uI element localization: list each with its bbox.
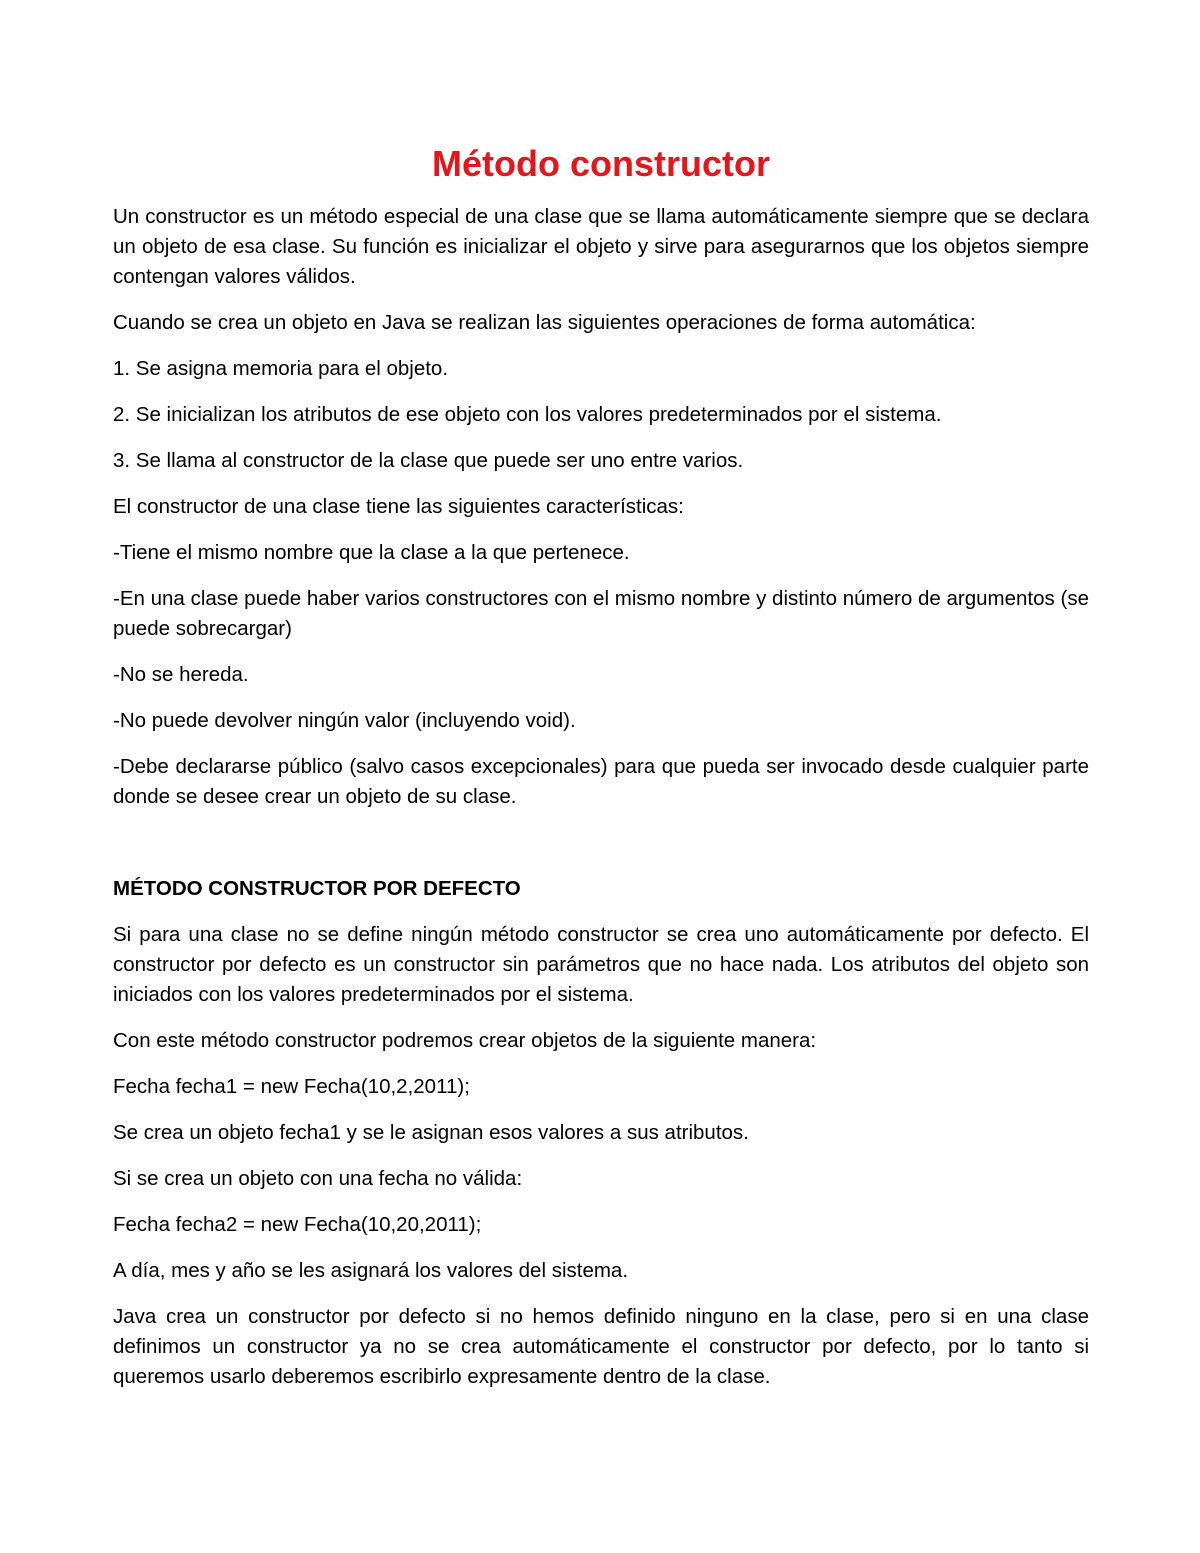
characteristic-2: -En una clase puede haber varios constructores con el mismo nombre y distinto número de argumentos (se puede sobrecargar) bbox=[113, 587, 1089, 640]
operation-step-3: 3. Se llama al constructor de la clase que puede ser uno entre varios. bbox=[113, 449, 744, 472]
intro-paragraph-2: Cuando se crea un objeto en Java se realizan las siguientes operaciones de forma automática: bbox=[113, 311, 976, 334]
section-paragraph-1: Si para una clase no se define ningún método constructor se crea uno automáticamente por defecto. El constructor por defecto es un constructor sin parámetros que no hace nada. Los atributos del objeto son iniciados con los valores predeterminados por el sistema. bbox=[113, 923, 1089, 1006]
section-paragraph-4: Si se crea un objeto con una fecha no válida: bbox=[113, 1167, 523, 1190]
section-paragraph-3: Se crea un objeto fecha1 y se le asignan esos valores a sus atributos. bbox=[113, 1121, 749, 1144]
section-heading: MÉTODO CONSTRUCTOR POR DEFECTO bbox=[113, 877, 521, 900]
document-page bbox=[113, 138, 1089, 1408]
characteristics-intro: El constructor de una clase tiene las siguientes características: bbox=[113, 495, 684, 518]
characteristic-1: -Tiene el mismo nombre que la clase a la que pertenece. bbox=[113, 541, 630, 564]
code-example-2: Fecha fecha2 = new Fecha(10,20,2011); bbox=[113, 1213, 482, 1236]
code-example-1: Fecha fecha1 = new Fecha(10,2,2011); bbox=[113, 1075, 470, 1098]
spacer bbox=[113, 190, 1089, 202]
operation-step-1: 1. Se asigna memoria para el objeto. bbox=[113, 357, 449, 380]
intro-paragraph-1: Un constructor es un método especial de una clase que se llama automáticamente siempre que se declara un objeto de esa clase. Su función es inicializar el objeto y sirve para asegurarnos que los objetos siempre contengan valores válidos. bbox=[113, 205, 1089, 288]
section-paragraph-2: Con este método constructor podremos crear objetos de la siguiente manera: bbox=[113, 1029, 817, 1052]
characteristic-4: -No puede devolver ningún valor (incluyendo void). bbox=[113, 709, 576, 732]
page-title: Método constructor bbox=[432, 143, 770, 184]
section-paragraph-5: A día, mes y año se les asignará los valores del sistema. bbox=[113, 1259, 629, 1282]
characteristic-3: -No se hereda. bbox=[113, 663, 249, 686]
characteristic-5: -Debe declararse público (salvo casos excepcionales) para que pueda ser invocado desde cualquier parte donde se desee crear un objeto de su clase. bbox=[113, 755, 1089, 808]
operation-step-2: 2. Se inicializan los atributos de ese objeto con los valores predeterminados por el sistema. bbox=[113, 403, 942, 426]
spacer bbox=[113, 828, 1089, 874]
section-paragraph-6: Java crea un constructor por defecto si no hemos definido ninguno en la clase, pero si en una clase definimos un constructor ya no se crea automáticamente el constructor por defecto, por lo tanto si queremos usarlo deberemos escribirlo expresamente dentro de la clase. bbox=[113, 1305, 1089, 1388]
